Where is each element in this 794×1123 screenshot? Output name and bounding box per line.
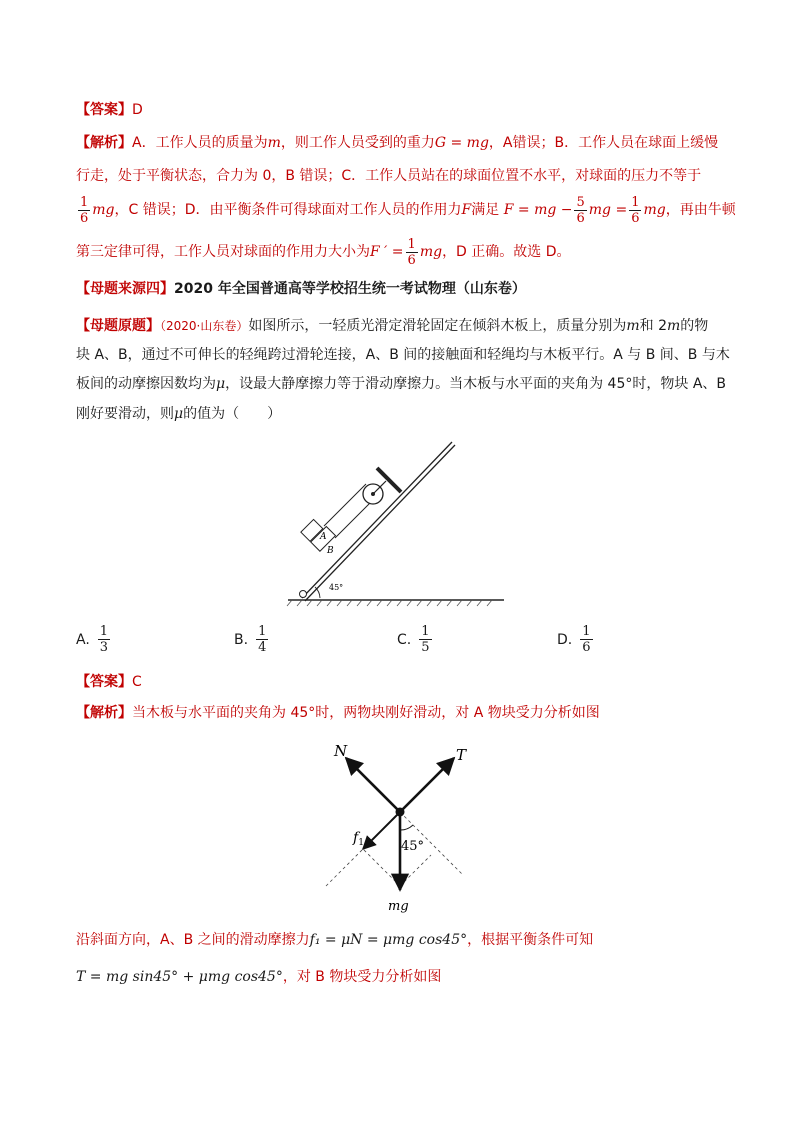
text: 当木板与水平面的夹角为 45°时，两物块刚好滑动，对 A 物块受力分析如图 [132, 705, 600, 721]
fraction [580, 624, 592, 655]
fraction [78, 195, 90, 226]
num: 5 [576, 194, 585, 210]
fraction [256, 624, 268, 655]
text: 第三定律可得，工作人员对球面的作用力大小为 [76, 244, 370, 260]
text: 如图所示，一轻质光滑定滑轮固定在倾斜木板上，质量分别为 [248, 318, 627, 334]
incline-board [302, 442, 455, 601]
hinge-icon [300, 591, 307, 598]
option-label: B. [234, 631, 249, 648]
problem-line4 [76, 404, 281, 424]
option-label: D. [557, 631, 573, 648]
math-mg: mg [643, 202, 666, 218]
option-b[interactable] [234, 624, 270, 655]
num: 1 [582, 624, 591, 639]
math-mg: mg [419, 244, 443, 260]
fraction [406, 237, 418, 268]
fraction [629, 195, 641, 226]
text: ，C 错误；D．由平衡条件可得球面对工作人员的作用力 [114, 202, 462, 218]
text: ，根据平衡条件可知 [467, 932, 594, 948]
dashed-guides [326, 812, 462, 886]
label-f1 [352, 830, 364, 848]
answer-line-1 [76, 100, 143, 120]
answer-line-2 [76, 672, 142, 692]
math-f-eq: F = mg − [503, 202, 573, 218]
math-f-eq-2: mg = [588, 202, 628, 218]
analysis1-line3 [76, 192, 736, 228]
den: 6 [80, 210, 89, 226]
option-label: A. [76, 631, 90, 648]
num: 1 [631, 194, 640, 210]
fraction [419, 624, 431, 655]
label-f-sub: 1 [358, 838, 364, 848]
math-mu: μ [174, 406, 184, 422]
label-t: T [456, 746, 467, 764]
analysis-tag: 【解析】 [76, 135, 132, 151]
text: 的值为（ ） [183, 406, 282, 422]
problem-line1 [76, 316, 708, 336]
ground-hatch [287, 600, 492, 606]
den: 6 [407, 252, 416, 268]
math-mu: μ [216, 376, 226, 392]
fraction [98, 624, 110, 655]
analysis1-line4 [76, 234, 571, 270]
math-f: F [461, 202, 472, 218]
math-g-eq: G = mg [434, 135, 489, 151]
text: 满足 [471, 202, 500, 218]
text: 板间的动摩擦因数均为 [76, 376, 216, 392]
den: 6 [582, 640, 591, 655]
answer-tag: 【答案】 [76, 674, 132, 690]
analysis2-line [76, 703, 600, 723]
math-m: m [626, 318, 640, 334]
option-d[interactable] [557, 624, 595, 655]
analysis1-line2: 行走，处于平衡状态，合力为 0，B 错误；C．工作人员站在的球面位置不水平，对球面的压力不等于 [76, 168, 702, 184]
math-f-prime: F ′ = [370, 244, 404, 260]
text: ，对 B 物块受力分析如图 [282, 969, 442, 985]
problem-origin: （2020·山东卷） [160, 319, 249, 333]
normal-force-arrow [346, 758, 400, 812]
angle-arc [400, 825, 413, 830]
text: 沿斜面方向，A、B 之间的滑动摩擦力 [76, 932, 310, 948]
tension-arrow [400, 758, 454, 812]
math-mg: mg [92, 202, 115, 218]
math-m: m [267, 135, 281, 151]
den: 3 [99, 640, 109, 655]
fraction [574, 195, 586, 226]
num: 1 [407, 236, 416, 252]
incline-figure [280, 432, 510, 608]
angle-label: 45° [329, 583, 344, 592]
den: 5 [421, 640, 430, 655]
option-a[interactable] [76, 624, 112, 655]
answer-value: C [132, 674, 142, 690]
option-c[interactable] [397, 624, 434, 655]
source-line [76, 279, 526, 299]
den: 6 [576, 210, 585, 226]
num: 1 [258, 624, 267, 639]
text: 和 2 [639, 318, 667, 334]
problem-tag: 【母题原题】 [76, 318, 160, 334]
after-line2 [76, 967, 441, 987]
label-f: f [353, 830, 359, 846]
block-b-label: B [327, 546, 334, 556]
label-angle: 45° [401, 839, 425, 854]
num: 1 [99, 624, 109, 639]
friction-arrow [363, 812, 400, 849]
answer-value: D [132, 102, 143, 118]
particle-dot [396, 808, 405, 817]
label-mg: mg [388, 899, 409, 914]
den: 4 [258, 640, 267, 655]
answer-tag: 【答案】 [76, 102, 132, 118]
analysis1-line1 [76, 133, 718, 153]
friction-formula: f₁ = μN = μmg cos45° [309, 932, 468, 948]
source-tag: 【母题来源四】 [76, 281, 174, 297]
text: 的物 [680, 318, 709, 334]
option-label: C. [397, 631, 412, 648]
analysis-tag: 【解析】 [76, 705, 132, 721]
num: 1 [80, 194, 89, 210]
block-a-label: A [320, 532, 327, 542]
text: ，D 正确。故选 D。 [442, 244, 571, 260]
text: ，则工作人员受到的重力 [280, 135, 435, 151]
label-n: N [334, 742, 348, 760]
text: ，A错误；B．工作人员在球面上缓慢 [488, 135, 719, 151]
problem-line3 [76, 374, 726, 394]
text: ，设最大静摩擦力等于滑动摩擦力。当木板与水平面的夹角为 45°时，物块 A、B [225, 376, 727, 392]
num: 1 [421, 624, 430, 639]
text: ，再由牛顿 [665, 202, 736, 218]
source-text: 2020 年全国普通高等学校招生统一考试物理（山东卷） [174, 281, 526, 297]
text: A．工作人员的质量为 [132, 135, 268, 151]
math-m: m [667, 318, 681, 334]
text: 刚好要滑动，则 [76, 406, 174, 422]
den: 6 [631, 210, 640, 226]
tension-formula: T = mg sin45° + μmg cos45° [76, 969, 283, 985]
problem-line2: 块 A、B，通过不可伸长的轻绳跨过滑轮连接，A、B 间的接触面和轻绳均与木板平行。A 与 B 间、B 与木 [76, 347, 730, 363]
force-diagram [320, 736, 470, 916]
after-line1 [76, 930, 593, 950]
